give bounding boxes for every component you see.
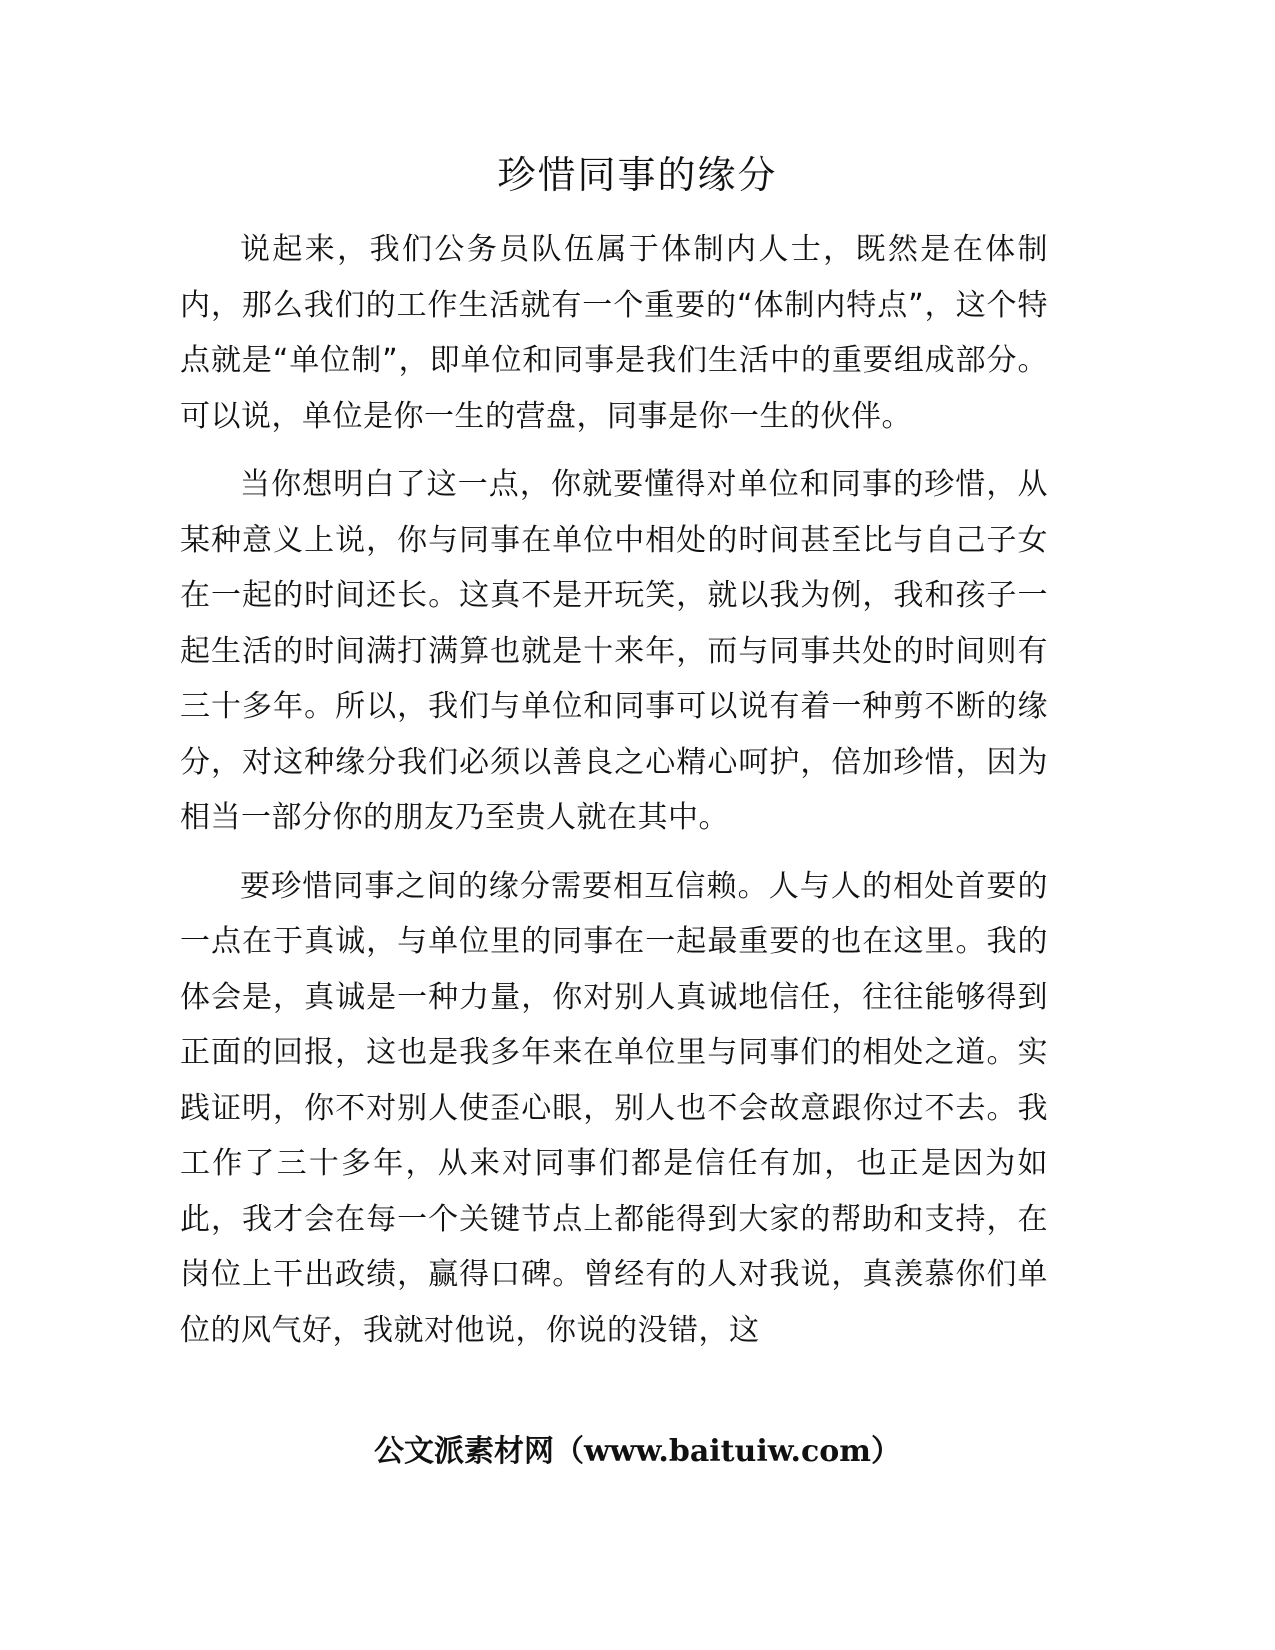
paragraph-3: 要珍惜同事之间的缘分需要相互信赖。人与人的相处首要的一点在于真诚，与单位里的同事在一起最重要的也在这里。我的体会是，真诚是一种力量，你对别人真诚地信任，往往能够得到正面的回报，这也是我多年来在单位里与同事们的相处之道。实践证明，你不对别人使歪心眼，别人也不会故意跟你过不去。我工作了三十多年，从来对同事们都是信任有加，也正是因为如此，我才会在每一个关键节点上都能得到大家的帮助和支持，在岗位上干出政绩，赢得口碑。曾经有的人对我说，真羡慕你们单位的风气好，我就对他说，你说的没错，这	[180, 868, 1048, 1348]
paragraph-2: 当你想明白了这一点，你就要懂得对单位和同事的珍惜，从某种意义上说，你与同事在单位中相处的时间甚至比与自己子女在一起的时间还长。这真不是开玩笑，就以我为例，我和孩子一起生活的时间满打满算也就是十来年，而与同事共处的时间则有三十多年。所以，我们与单位和同事可以说有着一种剪不断的缘分，对这种缘分我们必须以善良之心精心呵护，倍加珍惜，因为相当一部分你的朋友乃至贵人就在其中。	[180, 467, 1048, 835]
footer-watermark: 公文派素材网（www.baituiw.com）	[373, 1434, 902, 1469]
paragraph-1: 说起来，我们公务员队伍属于体制内人士，既然是在体制内，那么我们的工作生活就有一个重要的“体制内特点”，这个特点就是“单位制”，即单位和同事是我们生活中的重要组成部分。可以说，单位是你一生的营盘，同事是你一生的伙伴。	[180, 232, 1048, 434]
document-title: 珍惜同事的缘分	[497, 153, 778, 197]
document-body	[180, 222, 1048, 1358]
